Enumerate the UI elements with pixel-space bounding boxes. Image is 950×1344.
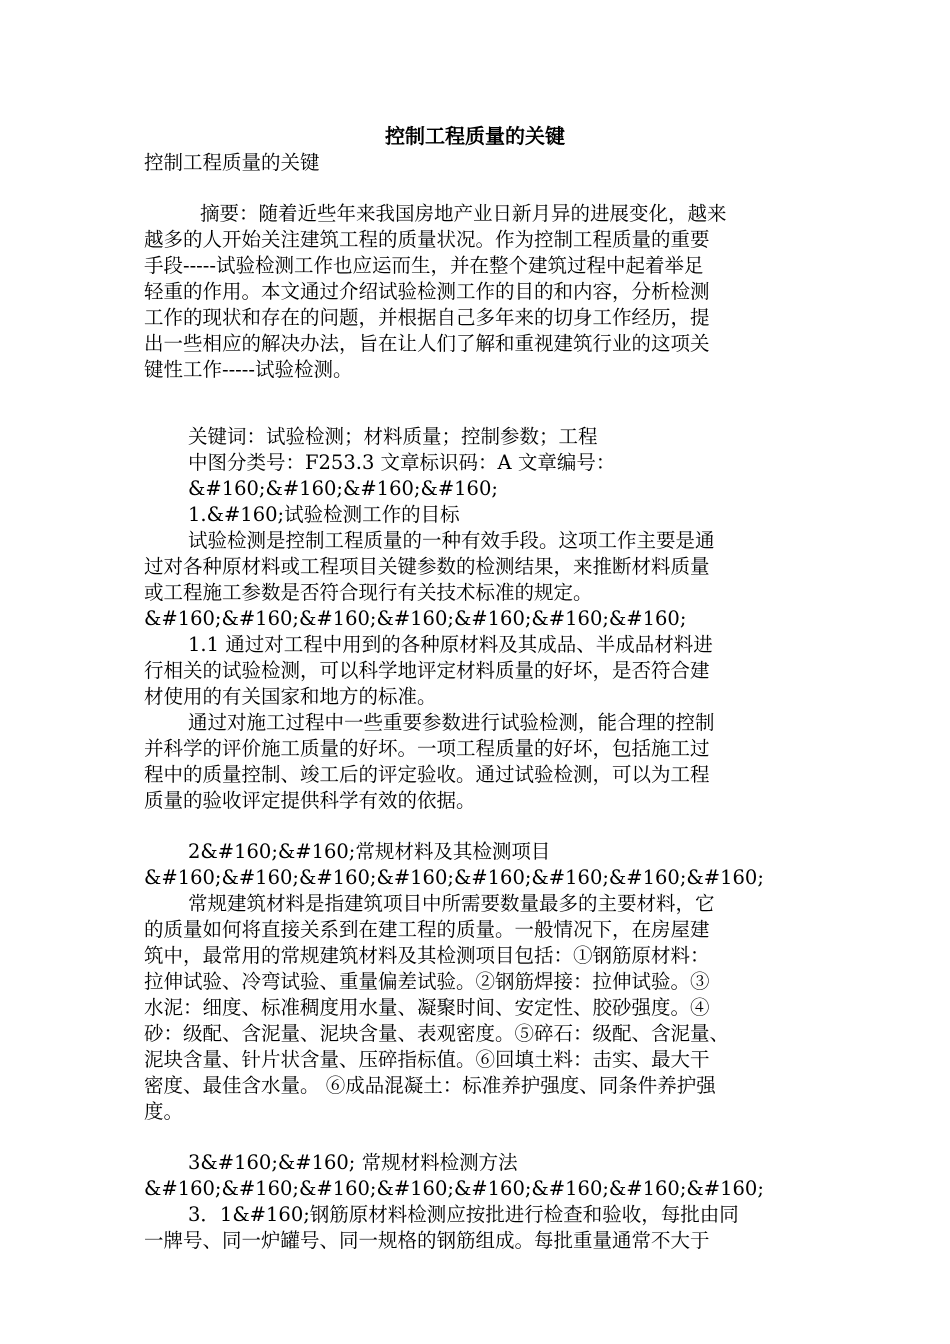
entity-line: &#160;&#160;&#160;&#160;&#160;&#160;&#160;&#160; — [144, 1177, 764, 1200]
paragraph-line: 度。 — [144, 1100, 184, 1123]
paragraph-line: 砂：级配、含泥量、泥块含量、表观密度。⑤碎石：级配、含泥量、 — [144, 1022, 730, 1045]
document-title: 控制工程质量的关键 — [385, 124, 565, 148]
paragraph-line: 一牌号、同一炉罐号、同一规格的钢筋组成。每批重量通常不大于 — [144, 1229, 710, 1252]
abstract-line: 工作的现状和存在的问题，并根据自己多年来的切身工作经历，提 — [144, 306, 710, 329]
abstract-line: 轻重的作用。本文通过介绍试验检测工作的目的和内容，分析检测 — [144, 280, 710, 303]
paragraph-line: 的质量如何将直接关系到在建工程的质量。一般情况下，在房屋建 — [144, 918, 710, 941]
abstract-line: 出一些相应的解决办法，旨在让人们了解和重视建筑行业的这项关 — [144, 332, 710, 355]
paragraph-line: 材使用的有关国家和地方的标准。 — [144, 685, 437, 708]
paragraph-line: 质量的验收评定提供科学有效的依据。 — [144, 789, 476, 812]
abstract-line: 手段-----试验检测工作也应运而生，并在整个建筑过程中起着举足 — [144, 254, 704, 277]
paragraph-line: 密度、最佳含水量。 ⑥成品混凝土：标准养护强度、同条件养护强 — [144, 1074, 716, 1097]
keywords: 关键词：试验检测；材料质量；控制参数；工程 — [188, 425, 598, 448]
section-heading: 2&#160;&#160;常规材料及其检测项目 — [188, 840, 551, 863]
paragraph-line: 行相关的试验检测，可以科学地评定材料质量的好坏，是否符合建 — [144, 659, 710, 682]
paragraph-line: 筑中，最常用的常规建筑材料及其检测项目包括：①钢筋原材料： — [144, 944, 710, 967]
section-heading: 3&#160;&#160; 常规材料检测方法 — [188, 1151, 518, 1174]
paragraph-line: 拉伸试验、冷弯试验、重量偏差试验。②钢筋焊接：拉伸试验。③ — [144, 970, 710, 993]
paragraph-line: 并科学的评价施工质量的好坏。一项工程质量的好坏，包括施工过 — [144, 737, 710, 760]
paragraph-line: 3．1&#160;钢筋原材料检测应按批进行检查和验收，每批由同 — [188, 1203, 739, 1226]
classification: 中图分类号：F253.3 文章标识码：A 文章编号： — [188, 451, 616, 474]
paragraph-line: 泥块含量、针片状含量、压碎指标值。⑥回填土料：击实、最大干 — [144, 1048, 710, 1071]
entity-line: &#160;&#160;&#160;&#160; — [188, 477, 498, 500]
paragraph-line: 常规建筑材料是指建筑项目中所需要数量最多的主要材料，它 — [188, 892, 715, 915]
entity-line: &#160;&#160;&#160;&#160;&#160;&#160;&#160; — [144, 607, 687, 630]
section-heading: 1.&#160;试验检测工作的目标 — [188, 503, 460, 526]
paragraph-line: 1.1 通过对工程中用到的各种原材料及其成品、半成品材料进 — [188, 633, 713, 656]
document-subtitle: 控制工程质量的关键 — [144, 151, 320, 174]
paragraph-line: 水泥：细度、标准稠度用水量、凝聚时间、安定性、胶砂强度。④ — [144, 996, 710, 1019]
paragraph-line: 程中的质量控制、竣工后的评定验收。通过试验检测，可以为工程 — [144, 763, 710, 786]
entity-line: &#160;&#160;&#160;&#160;&#160;&#160;&#160;&#160; — [144, 866, 764, 889]
paragraph-line: 通过对施工过程中一些重要参数进行试验检测，能合理的控制 — [188, 711, 715, 734]
abstract-line: 摘要：随着近些年来我国房地产业日新月异的进展变化，越来 — [200, 202, 727, 225]
paragraph-line: 试验检测是控制工程质量的一种有效手段。这项工作主要是通 — [188, 529, 715, 552]
paragraph-line: 或工程施工参数是否符合现行有关技术标准的规定。 — [144, 581, 593, 604]
paragraph-line: 过对各种原材料或工程项目关键参数的检测结果，来推断材料质量 — [144, 555, 710, 578]
abstract-line: 键性工作-----试验检测。 — [144, 358, 353, 381]
abstract-line: 越多的人开始关注建筑工程的质量状况。作为控制工程质量的重要 — [144, 228, 710, 251]
